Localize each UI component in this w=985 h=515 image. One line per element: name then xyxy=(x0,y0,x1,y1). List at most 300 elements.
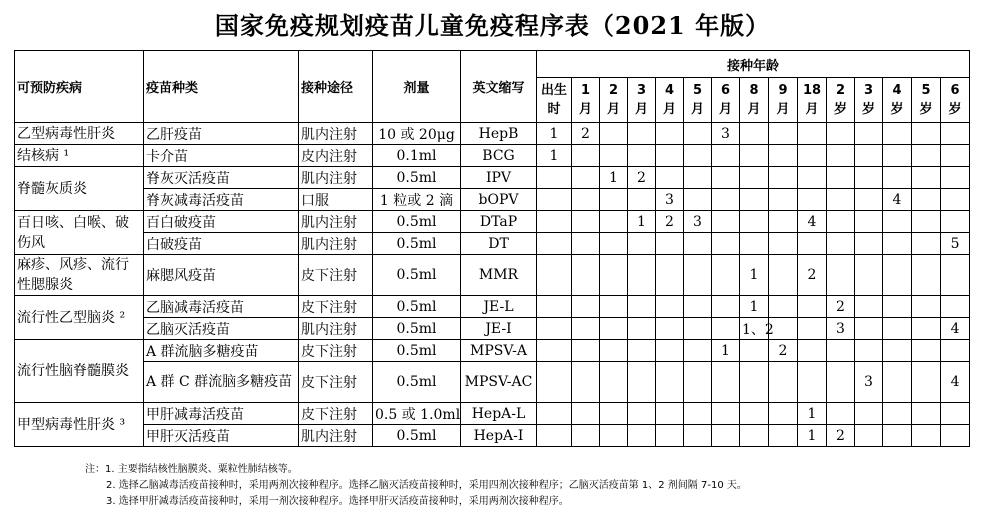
header-vaccine: 疫苗种类 xyxy=(144,51,299,123)
schedule-dose-cell: 3 xyxy=(712,123,740,145)
schedule-dose-cell xyxy=(684,189,712,211)
header-age-unit: 月 xyxy=(662,102,676,117)
schedule-dose-cell: 2 xyxy=(798,255,827,296)
header-age-value: 1 xyxy=(580,83,591,98)
schedule-dose-cell: 1、2 xyxy=(740,318,769,340)
schedule-dose-cell: 3 xyxy=(855,362,883,403)
header-age-value: 18 xyxy=(802,83,822,98)
schedule-dose-cell xyxy=(941,340,970,362)
schedule-dose-cell xyxy=(941,167,970,189)
schedule-dose-cell xyxy=(712,145,740,167)
header-age-unit: 岁 xyxy=(890,102,904,117)
schedule-dose-cell xyxy=(912,123,941,145)
abbr-cell: JE-L xyxy=(461,296,537,318)
schedule-dose-cell xyxy=(827,145,855,167)
route-cell: 肌内注射 xyxy=(299,233,373,255)
schedule-dose-cell xyxy=(740,123,769,145)
schedule-dose-cell xyxy=(572,233,600,255)
schedule-dose-cell xyxy=(656,318,684,340)
schedule-dose-cell xyxy=(912,318,941,340)
schedule-dose-cell xyxy=(712,255,740,296)
schedule-dose-cell xyxy=(769,167,798,189)
header-age xyxy=(827,78,855,123)
schedule-dose-cell xyxy=(883,255,912,296)
dose-cell: 0.5ml xyxy=(373,340,461,362)
abbr-cell: MPSV-A xyxy=(461,340,537,362)
disease-cell: 麻疹、风疹、流行性腮腺炎 xyxy=(15,255,144,296)
dose-cell: 0.1ml xyxy=(373,145,461,167)
header-age-unit: 月 xyxy=(747,102,761,117)
dose-cell: 1 粒或 2 滴 xyxy=(373,189,461,211)
header-age xyxy=(600,78,628,123)
schedule-dose-cell xyxy=(941,425,970,447)
route-cell: 皮下注射 xyxy=(299,255,373,296)
schedule-dose-cell xyxy=(941,145,970,167)
schedule-dose-cell xyxy=(827,211,855,233)
route-cell: 皮下注射 xyxy=(299,340,373,362)
header-age-unit: 月 xyxy=(690,102,704,117)
schedule-dose-cell: 3 xyxy=(656,189,684,211)
footnote-3: 3. 选择甲肝减毒活疫苗接种时，采用一剂次接种程序。选择甲肝灭活疫苗接种时，采用两剂次接种程序。 xyxy=(106,496,569,507)
header-age-unit: 月 xyxy=(718,102,732,117)
schedule-dose-cell xyxy=(769,296,798,318)
schedule-dose-cell xyxy=(656,233,684,255)
schedule-dose-cell xyxy=(769,255,798,296)
schedule-dose-cell xyxy=(912,211,941,233)
schedule-dose-cell xyxy=(855,255,883,296)
header-age-unit: 月 xyxy=(606,102,620,117)
vaccine-cell: 白破疫苗 xyxy=(144,233,299,255)
header-age-unit: 岁 xyxy=(948,102,962,117)
header-age-value: 3 xyxy=(863,83,874,98)
schedule-dose-cell xyxy=(684,403,712,425)
schedule-dose-cell xyxy=(537,362,572,403)
vaccine-cell: 乙肝疫苗 xyxy=(144,123,299,145)
schedule-dose-cell xyxy=(600,123,628,145)
vaccine-cell: A 群流脑多糖疫苗 xyxy=(144,340,299,362)
vaccine-cell: 脊灰减毒活疫苗 xyxy=(144,189,299,211)
schedule-dose-cell xyxy=(769,189,798,211)
abbr-cell: HepA-L xyxy=(461,403,537,425)
schedule-dose-cell: 4 xyxy=(941,318,970,340)
schedule-dose-cell xyxy=(769,403,798,425)
header-age xyxy=(537,78,572,123)
schedule-dose-cell xyxy=(684,255,712,296)
header-age-unit: 月 xyxy=(805,102,819,117)
schedule-dose-cell xyxy=(684,296,712,318)
schedule-dose-cell xyxy=(656,362,684,403)
table-row xyxy=(15,362,970,403)
schedule-dose-cell xyxy=(740,425,769,447)
schedule-dose-cell xyxy=(883,318,912,340)
schedule-dose-cell: 1 xyxy=(740,255,769,296)
header-age xyxy=(628,78,656,123)
schedule-dose-cell xyxy=(684,425,712,447)
schedule-dose-cell: 1 xyxy=(537,145,572,167)
schedule-dose-cell: 2 xyxy=(656,211,684,233)
schedule-dose-cell: 1 xyxy=(628,211,656,233)
schedule-dose-cell xyxy=(572,340,600,362)
table-row xyxy=(15,123,970,145)
schedule-dose-cell xyxy=(827,123,855,145)
schedule-dose-cell xyxy=(883,340,912,362)
disease-cell: 百日咳、白喉、破伤风 xyxy=(15,211,144,255)
header-route: 接种途径 xyxy=(299,51,373,123)
route-cell: 肌内注射 xyxy=(299,123,373,145)
schedule-dose-cell xyxy=(855,123,883,145)
schedule-dose-cell xyxy=(798,296,827,318)
schedule-dose-cell xyxy=(855,211,883,233)
schedule-dose-cell xyxy=(600,403,628,425)
schedule-dose-cell xyxy=(769,211,798,233)
schedule-dose-cell xyxy=(600,189,628,211)
schedule-dose-cell: 1 xyxy=(798,403,827,425)
abbr-cell: HepA-I xyxy=(461,425,537,447)
header-age-value: 3 xyxy=(636,83,647,98)
schedule-dose-cell xyxy=(537,255,572,296)
schedule-dose-cell xyxy=(537,233,572,255)
vaccine-cell: 乙脑减毒活疫苗 xyxy=(144,296,299,318)
table-row xyxy=(15,211,970,233)
header-age xyxy=(740,78,769,123)
schedule-dose-cell xyxy=(656,403,684,425)
schedule-dose-cell xyxy=(740,362,769,403)
schedule-dose-cell xyxy=(628,255,656,296)
schedule-dose-cell xyxy=(572,425,600,447)
schedule-dose-cell: 4 xyxy=(941,362,970,403)
header-age xyxy=(572,78,600,123)
schedule-dose-cell xyxy=(941,211,970,233)
header-age-unit: 岁 xyxy=(861,102,875,117)
schedule-dose-cell: 1 xyxy=(740,296,769,318)
header-age-unit: 岁 xyxy=(833,102,847,117)
page-title: 国家免疫规划疫苗儿童免疫程序表（2021 年版） xyxy=(214,11,771,40)
schedule-dose-cell xyxy=(600,255,628,296)
route-cell: 皮下注射 xyxy=(299,403,373,425)
dose-cell: 0.5ml xyxy=(373,211,461,233)
header-age-unit: 月 xyxy=(578,102,592,117)
schedule-dose-cell: 5 xyxy=(941,233,970,255)
schedule-dose-cell xyxy=(656,255,684,296)
schedule-dose-cell xyxy=(537,167,572,189)
header-age xyxy=(769,78,798,123)
route-cell: 皮下注射 xyxy=(299,362,373,403)
schedule-dose-cell xyxy=(537,189,572,211)
vaccine-cell: 乙脑灭活疫苗 xyxy=(144,318,299,340)
schedule-dose-cell xyxy=(798,167,827,189)
table-row xyxy=(15,296,970,318)
header-age-group: 接种年龄 xyxy=(537,51,970,78)
schedule-dose-cell xyxy=(712,403,740,425)
schedule-dose-cell xyxy=(572,296,600,318)
schedule-dose-cell xyxy=(912,362,941,403)
schedule-dose-cell xyxy=(684,233,712,255)
disease-cell: 甲型病毒性肝炎 ³ xyxy=(15,403,144,447)
schedule-dose-cell xyxy=(537,318,572,340)
abbr-cell: BCG xyxy=(461,145,537,167)
schedule-dose-cell xyxy=(537,403,572,425)
vaccine-cell: 甲肝灭活疫苗 xyxy=(144,425,299,447)
schedule-dose-cell xyxy=(684,318,712,340)
schedule-dose-cell xyxy=(712,296,740,318)
header-age-value: 6 xyxy=(720,83,731,98)
header-age xyxy=(883,78,912,123)
schedule-dose-cell: 3 xyxy=(827,318,855,340)
abbr-cell: MMR xyxy=(461,255,537,296)
schedule-dose-cell xyxy=(769,145,798,167)
header-age-value: 6 xyxy=(950,83,960,98)
abbr-cell: HepB xyxy=(461,123,537,145)
schedule-dose-cell xyxy=(855,340,883,362)
schedule-dose-cell xyxy=(941,123,970,145)
vaccine-cell: 卡介苗 xyxy=(144,145,299,167)
dose-cell: 0.5ml xyxy=(373,296,461,318)
table-row xyxy=(15,340,970,362)
schedule-dose-cell xyxy=(628,340,656,362)
schedule-dose-cell xyxy=(712,362,740,403)
abbr-cell: MPSV-AC xyxy=(461,362,537,403)
schedule-dose-cell xyxy=(740,403,769,425)
schedule-dose-cell xyxy=(628,403,656,425)
route-cell: 肌内注射 xyxy=(299,425,373,447)
header-age xyxy=(656,78,684,123)
schedule-dose-cell: 2 xyxy=(572,123,600,145)
schedule-dose-cell xyxy=(883,296,912,318)
vaccine-cell: 百白破疫苗 xyxy=(144,211,299,233)
header-age-unit: 月 xyxy=(776,102,790,117)
schedule-dose-cell: 4 xyxy=(883,189,912,211)
schedule-dose-cell xyxy=(600,296,628,318)
schedule-dose-cell xyxy=(941,189,970,211)
schedule-dose-cell xyxy=(855,189,883,211)
immunization-schedule-table xyxy=(14,50,970,447)
schedule-dose-cell xyxy=(769,425,798,447)
schedule-dose-cell xyxy=(600,318,628,340)
schedule-dose-cell xyxy=(941,255,970,296)
schedule-dose-cell xyxy=(656,167,684,189)
dose-cell: 0.5ml xyxy=(373,255,461,296)
header-age-unit: 时 xyxy=(547,102,561,117)
schedule-dose-cell xyxy=(712,167,740,189)
header-age-value: 出生 xyxy=(540,83,567,98)
dose-cell: 0.5 或 1.0ml xyxy=(373,403,461,425)
schedule-dose-cell xyxy=(600,340,628,362)
schedule-dose-cell xyxy=(798,318,827,340)
schedule-dose-cell xyxy=(712,318,740,340)
schedule-dose-cell xyxy=(628,296,656,318)
schedule-dose-cell xyxy=(883,403,912,425)
schedule-dose-cell xyxy=(600,211,628,233)
schedule-dose-cell xyxy=(656,145,684,167)
schedule-dose-cell: 2 xyxy=(827,425,855,447)
schedule-dose-cell xyxy=(941,403,970,425)
schedule-dose-cell xyxy=(912,403,941,425)
schedule-dose-cell xyxy=(600,362,628,403)
schedule-dose-cell: 1 xyxy=(537,123,572,145)
abbr-cell: JE-I xyxy=(461,318,537,340)
schedule-dose-cell xyxy=(740,145,769,167)
schedule-dose-cell: 2 xyxy=(769,340,798,362)
dose-cell: 0.5ml xyxy=(373,425,461,447)
route-cell: 肌内注射 xyxy=(299,318,373,340)
schedule-dose-cell xyxy=(883,167,912,189)
abbr-cell: bOPV xyxy=(461,189,537,211)
header-age-unit: 岁 xyxy=(919,102,933,117)
header-age xyxy=(712,78,740,123)
header-dose: 剂量 xyxy=(373,51,461,123)
vaccine-cell: 麻腮风疫苗 xyxy=(144,255,299,296)
schedule-dose-cell xyxy=(684,340,712,362)
schedule-dose-cell: 1 xyxy=(712,340,740,362)
header-disease: 可预防疾病 xyxy=(15,51,144,123)
schedule-dose-cell xyxy=(656,296,684,318)
dose-cell: 0.5ml xyxy=(373,318,461,340)
schedule-dose-cell xyxy=(912,255,941,296)
schedule-dose-cell xyxy=(628,318,656,340)
schedule-dose-cell xyxy=(537,425,572,447)
schedule-dose-cell xyxy=(827,233,855,255)
schedule-dose-cell: 4 xyxy=(798,211,827,233)
abbr-cell: IPV xyxy=(461,167,537,189)
schedule-dose-cell xyxy=(628,362,656,403)
schedule-dose-cell xyxy=(656,123,684,145)
schedule-dose-cell: 1 xyxy=(798,425,827,447)
schedule-dose-cell: 2 xyxy=(827,296,855,318)
schedule-dose-cell xyxy=(798,340,827,362)
disease-cell: 乙型病毒性肝炎 xyxy=(15,123,144,145)
schedule-dose-cell xyxy=(572,167,600,189)
schedule-dose-cell xyxy=(827,340,855,362)
schedule-dose-cell xyxy=(684,145,712,167)
header-age-value: 4 xyxy=(892,83,902,98)
schedule-dose-cell xyxy=(537,340,572,362)
footnote-2: 2. 选择乙脑减毒活疫苗接种时，采用两剂次接种程序。选择乙脑灭活疫苗接种时，采用四剂次接种程序；乙脑灭活疫苗第 1、2 剂间隔 7-10 天。 xyxy=(106,480,747,491)
schedule-dose-cell xyxy=(827,189,855,211)
schedule-dose-cell xyxy=(883,123,912,145)
schedule-dose-cell xyxy=(684,123,712,145)
header-age xyxy=(855,78,883,123)
vaccine-cell: 甲肝减毒活疫苗 xyxy=(144,403,299,425)
schedule-dose-cell xyxy=(572,403,600,425)
schedule-dose-cell xyxy=(855,233,883,255)
schedule-dose-cell xyxy=(740,233,769,255)
schedule-dose-cell xyxy=(798,145,827,167)
schedule-dose-cell xyxy=(712,233,740,255)
schedule-dose-cell xyxy=(855,403,883,425)
schedule-dose-cell xyxy=(740,167,769,189)
abbr-cell: DT xyxy=(461,233,537,255)
schedule-dose-cell: 3 xyxy=(684,211,712,233)
header-age-value: 4 xyxy=(664,83,675,98)
schedule-dose-cell: 1 xyxy=(600,167,628,189)
dose-cell: 0.5ml xyxy=(373,362,461,403)
schedule-dose-cell xyxy=(740,340,769,362)
schedule-dose-cell xyxy=(912,167,941,189)
header-age-value: 8 xyxy=(749,83,759,98)
route-cell: 肌内注射 xyxy=(299,167,373,189)
schedule-dose-cell xyxy=(883,233,912,255)
header-age xyxy=(798,78,827,123)
disease-cell: 脊髓灰质炎 xyxy=(15,167,144,211)
schedule-dose-cell xyxy=(537,296,572,318)
schedule-dose-cell xyxy=(798,233,827,255)
schedule-dose-cell xyxy=(712,211,740,233)
schedule-dose-cell xyxy=(656,425,684,447)
schedule-dose-cell xyxy=(912,145,941,167)
vaccine-cell: A 群 C 群流脑多糖疫苗 xyxy=(144,362,299,403)
table-row xyxy=(15,318,970,340)
table-row xyxy=(15,189,970,211)
schedule-dose-cell xyxy=(912,296,941,318)
schedule-dose-cell xyxy=(827,255,855,296)
vaccine-cell: 脊灰灭活疫苗 xyxy=(144,167,299,189)
header-age xyxy=(684,78,712,123)
schedule-dose-cell xyxy=(600,233,628,255)
schedule-dose-cell xyxy=(628,123,656,145)
schedule-dose-cell xyxy=(712,189,740,211)
schedule-dose-cell xyxy=(855,425,883,447)
route-cell: 口服 xyxy=(299,189,373,211)
schedule-dose-cell xyxy=(855,296,883,318)
disease-cell: 流行性脑脊髓膜炎 xyxy=(15,340,144,403)
header-age-unit: 月 xyxy=(634,102,648,117)
schedule-dose-cell xyxy=(572,362,600,403)
schedule-dose-cell xyxy=(628,189,656,211)
schedule-dose-cell xyxy=(912,189,941,211)
table-row xyxy=(15,145,970,167)
footnotes xyxy=(85,462,747,510)
schedule-dose-cell xyxy=(912,425,941,447)
schedule-dose-cell xyxy=(883,362,912,403)
dose-cell: 10 或 20μg xyxy=(373,123,461,145)
schedule-dose-cell xyxy=(827,403,855,425)
schedule-dose-cell xyxy=(769,123,798,145)
schedule-dose-cell xyxy=(883,211,912,233)
schedule-dose-cell xyxy=(883,145,912,167)
schedule-dose-cell xyxy=(572,255,600,296)
abbr-cell: DTaP xyxy=(461,211,537,233)
schedule-dose-cell xyxy=(769,233,798,255)
schedule-dose-cell xyxy=(798,189,827,211)
schedule-dose-cell xyxy=(628,425,656,447)
table-row xyxy=(15,167,970,189)
schedule-dose-cell xyxy=(656,340,684,362)
schedule-dose-cell xyxy=(600,425,628,447)
schedule-dose-cell xyxy=(628,145,656,167)
header-age-value: 2 xyxy=(608,83,619,98)
route-cell: 肌内注射 xyxy=(299,211,373,233)
schedule-dose-cell xyxy=(537,211,572,233)
schedule-dose-cell xyxy=(572,189,600,211)
schedule-dose-cell xyxy=(827,167,855,189)
schedule-dose-cell xyxy=(769,362,798,403)
schedule-dose-cell: 2 xyxy=(628,167,656,189)
footnote-1: 注：1. 主要指结核性脑膜炎、粟粒性肺结核等。 xyxy=(85,464,298,475)
schedule-dose-cell xyxy=(941,296,970,318)
header-age-value: 2 xyxy=(835,83,846,98)
disease-cell: 结核病 ¹ xyxy=(15,145,144,167)
schedule-dose-cell xyxy=(855,318,883,340)
header-age xyxy=(941,78,970,123)
schedule-dose-cell xyxy=(684,167,712,189)
schedule-dose-cell xyxy=(712,425,740,447)
route-cell: 皮内注射 xyxy=(299,145,373,167)
dose-cell: 0.5ml xyxy=(373,167,461,189)
schedule-dose-cell xyxy=(740,211,769,233)
schedule-dose-cell xyxy=(572,318,600,340)
schedule-dose-cell xyxy=(912,233,941,255)
header-age-value: 5 xyxy=(692,83,703,98)
